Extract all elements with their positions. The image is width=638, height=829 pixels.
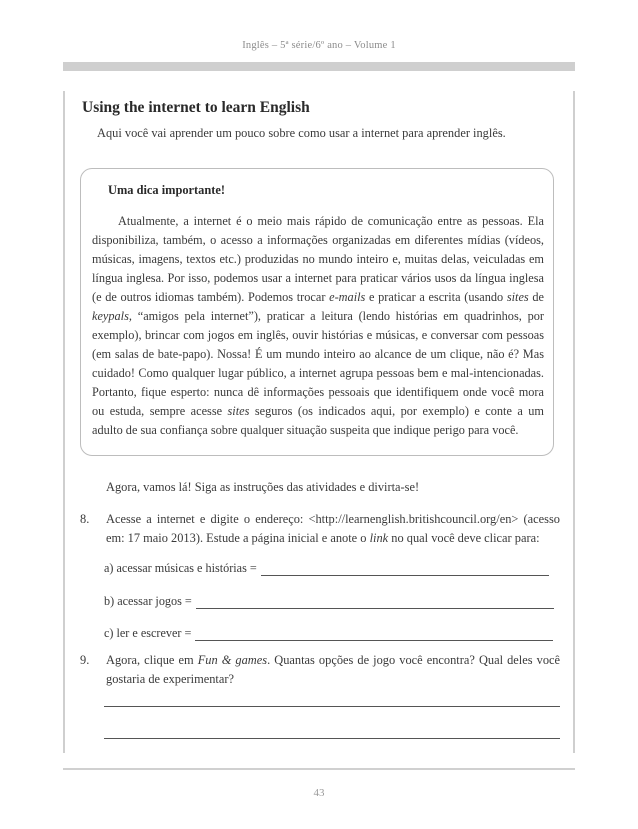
- question-number: 9.: [80, 653, 90, 667]
- page-number: 43: [313, 787, 325, 799]
- section-intro: Aqui você vai aprender um pouco sobre como usar a internet para aprender inglês.: [97, 126, 506, 140]
- write-line-1[interactable]: [104, 706, 560, 707]
- emails-term: e-mails: [329, 290, 366, 304]
- activities-intro: Agora, vamos lá! Siga as instruções das atividades e divirta-se!: [106, 480, 420, 494]
- tip-title: Uma dica importante!: [108, 183, 226, 197]
- answer-label: c) ler e escrever =: [104, 626, 192, 640]
- write-line-2[interactable]: [104, 738, 560, 739]
- keypals-term: keypals,: [92, 309, 132, 323]
- question-8: [80, 510, 560, 548]
- question-9: [80, 651, 560, 689]
- question-text: Acesse a internet e digite o endereço: <http://learnenglish.britishcouncil.org/en> (acesso em: 17 maio 2013). Estude a página inicial e anote o link no qual você deve clicar para:: [106, 512, 560, 545]
- left-margin-rule: [63, 91, 65, 753]
- answer-line-a[interactable]: [261, 563, 549, 576]
- question-number: 8.: [80, 512, 90, 526]
- running-header: Inglês – 5ª série/6º ano – Volume 1: [242, 40, 396, 51]
- footer-rule: [63, 768, 575, 770]
- section-title: Using the internet to learn English: [82, 99, 310, 116]
- tip-body: Atualmente, a internet é o meio mais rápido de comunicação entre as pessoas. Ela disponibiliza, também, o acesso a informações organizadas em diferentes mídias (vídeos, músicas, imagens, textos etc.) produzidas no mundo inteiro e, muitas delas, veiculadas em língua inglesa. Por isso, podemos usar a internet para praticar vários usos da língua inglesa (e de outros idiomas também). Podemos trocar e-mails e praticar a escrita (usando sites de keypals, “amigos pela internet”), praticar a leitura (lendo histórias em quadrinhos, por exemplo), brincar com jogos em inglês, ouvir histórias e músicas, e conversar com pessoas (em salas de bate-papo). Nossa! É um mundo inteiro ao alcance de um clique, não é? Mas cuidado! Como qualquer lugar público, a internet agrupa pessoas bem e mal-intencionadas. Portanto, fique esperto: nunca dê informações pessoais que identifiquem onde você mora ou estuda, sempre acesse sites seguros (os indicados aqui, por exemplo) e conte a um adulto de sua confiança sobre qualquer situação suspeita que indique perigo para você.: [92, 214, 544, 437]
- answer-item-a: [104, 561, 549, 576]
- answer-line-b[interactable]: [196, 596, 554, 609]
- answer-item-b: [104, 594, 554, 609]
- right-margin-rule: [573, 91, 575, 753]
- question-text: Agora, clique em Fun & games. Quantas opções de jogo você encontra? Qual deles você gostaria de experimentar?: [106, 653, 561, 686]
- answer-line-c[interactable]: [195, 628, 553, 641]
- answer-label: a) acessar músicas e histórias =: [104, 561, 257, 575]
- sites-term: sites: [227, 404, 250, 418]
- header-rule: [63, 62, 575, 71]
- link-term: link: [369, 531, 389, 545]
- fun-games-term: Fun & games: [197, 653, 268, 667]
- answer-label: b) acessar jogos =: [104, 594, 192, 608]
- answer-item-c: [104, 626, 553, 641]
- sites-term: sites: [506, 290, 529, 304]
